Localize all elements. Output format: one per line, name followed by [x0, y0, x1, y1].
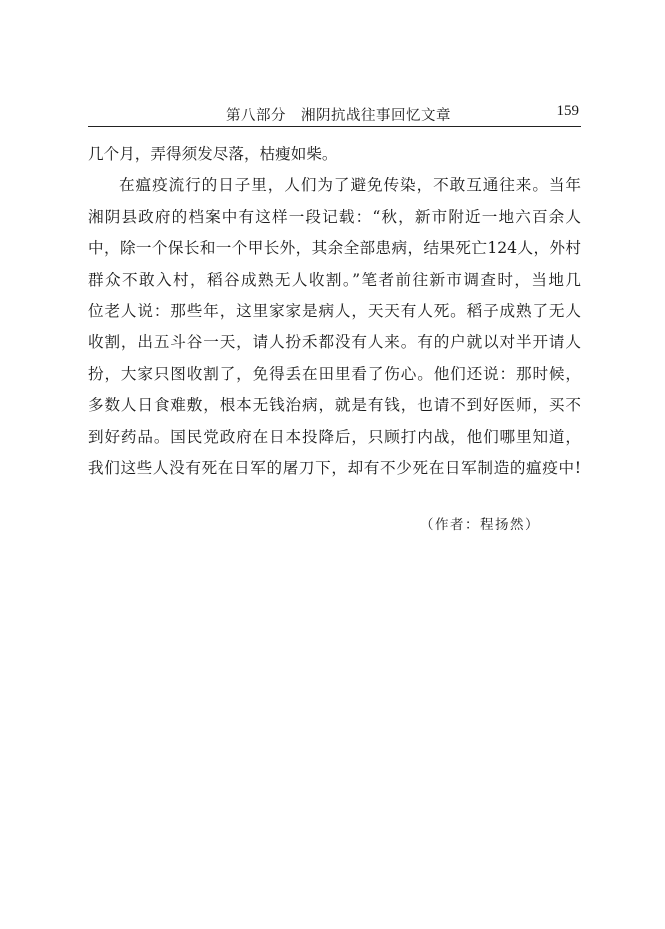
- paragraph-line: 多数人日食难敷，根本无钱治病，就是有钱，也请不到好医师，买不: [88, 396, 581, 415]
- paragraph-line: 收割，出五斗谷一天，请人扮禾都没有人来。有的户就以对半开请人: [88, 333, 581, 352]
- header-title: 第八部分 湘阴抗战往事回忆文章: [226, 108, 451, 124]
- paragraph-line: 几个月，弄得须发尽落，枯瘦如柴。: [88, 145, 338, 163]
- paragraph-line: 中，除一个保长和一个甲长外，其余全部患病，结果死亡124人，外村: [88, 239, 581, 258]
- paragraph-line: 位老人说：那些年，这里家家是病人，天天有人死。稻子成熟了无人: [88, 301, 581, 320]
- running-header: [88, 100, 581, 127]
- paragraph-line: 我们这些人没有死在日军的屠刀下，却有不少死在日军制造的瘟疫中!: [88, 458, 581, 477]
- paragraph-line: 扮，大家只图收割了，免得丢在田里看了伤心。他们还说：那时候，: [88, 364, 581, 383]
- paragraph-line: 在瘟疫流行的日子里，人们为了避免传染，不敢互通往来。当年: [119, 176, 581, 195]
- paragraph-line: 群众不敢入村，稻谷成熟无人收割。”笔者前往新市调查时，当地几: [88, 270, 581, 289]
- body-text: [88, 139, 581, 484]
- paragraph-line: 到好药品。国民党政府在日本投降后，只顾打内战，他们哪里知道，: [88, 427, 581, 446]
- author-credit: （作者：程扬然）: [420, 517, 540, 533]
- page-number: 159: [556, 103, 579, 119]
- paragraph-line: 湘阴县政府的档案中有这样一段记载：“秋，新市附近一地六百余人: [88, 207, 581, 226]
